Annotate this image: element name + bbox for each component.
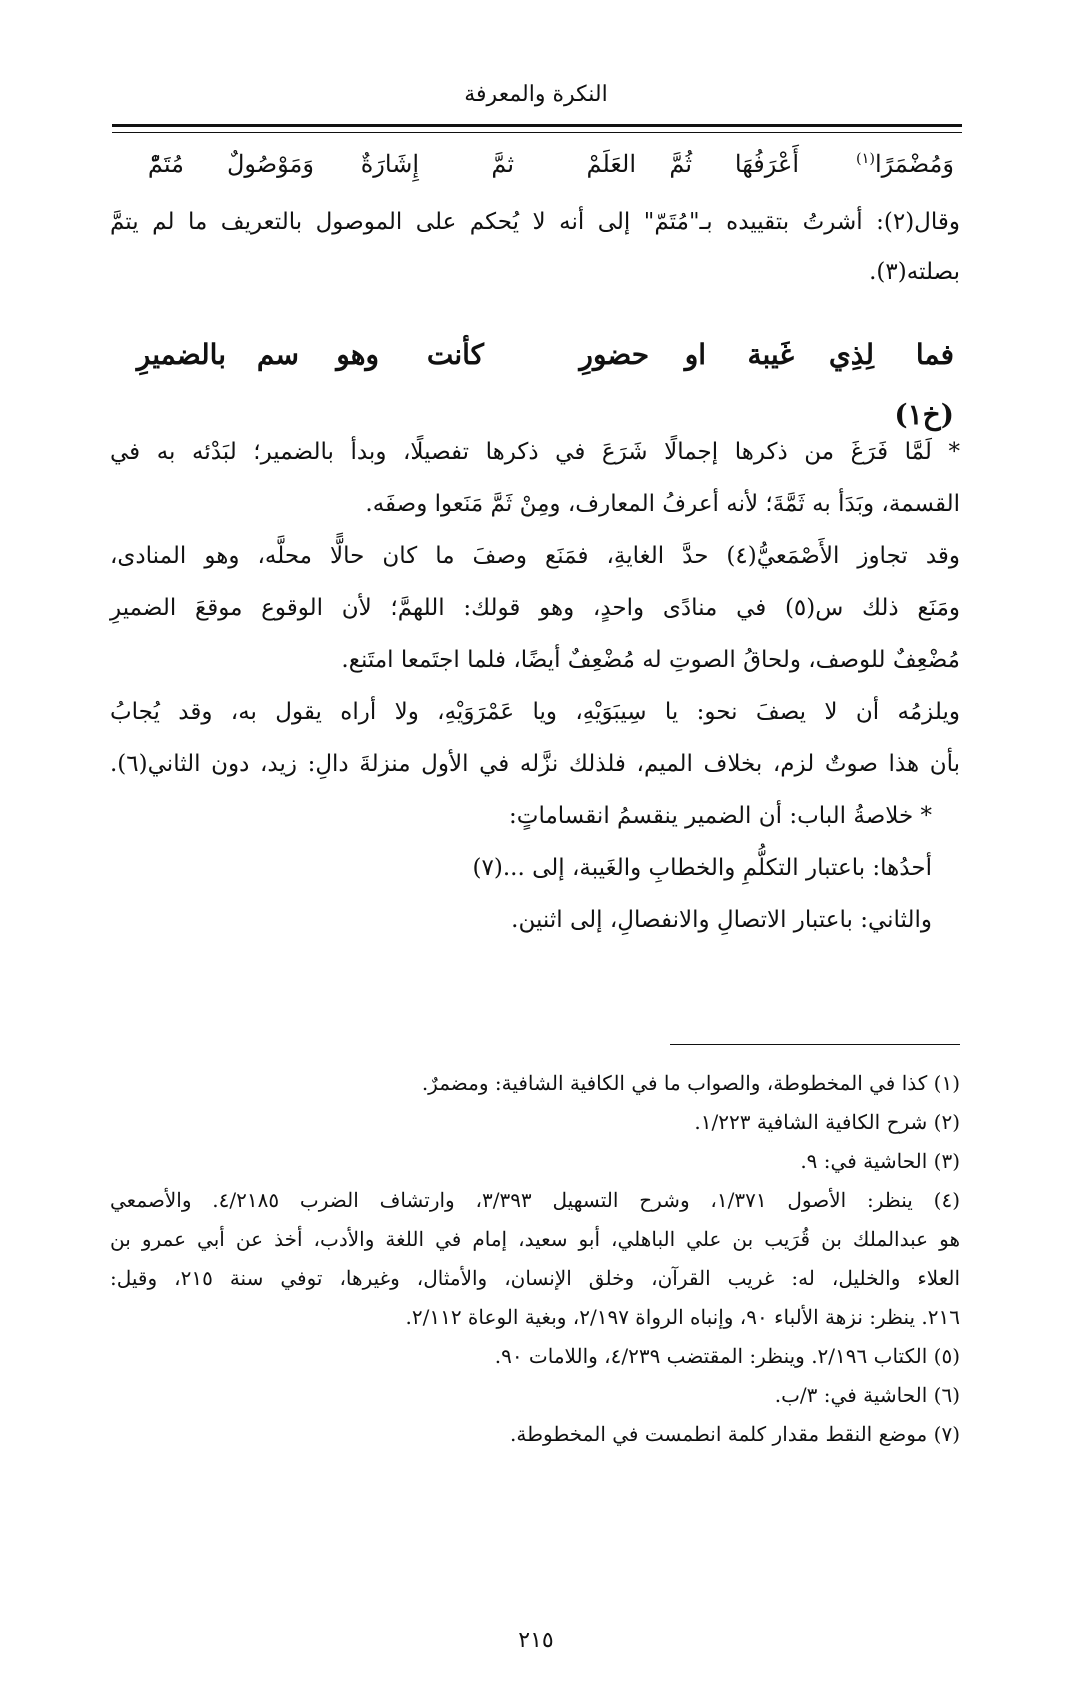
header-thin-rule (112, 132, 962, 133)
verse-2-word-6: كأنت (426, 338, 484, 371)
verse-1-word-4: العَلَمْ (586, 150, 636, 178)
commentary-line: أحدُها: باعتبار التكلُّمِ والخطابِ والغَيبة، إلى ...(٧) (472, 855, 932, 881)
footnote-marker-1: (١) (855, 151, 875, 167)
verse-line-1 (104, 150, 954, 196)
footnote-line: (٥) الكتاب ٢/١٩٦. وينظر: المقتضب ٤/٢٣٩، واللامات ٩٠. (494, 1344, 960, 1368)
page-number: ٢١٥ (518, 1628, 554, 1653)
footnote-line: ٢١٦. ينظر: نزهة الألباء ٩٠، وإنباه الرواة ٢/١٩٧، وبغية الوعاة ٢/١١٢. (405, 1305, 960, 1329)
footnote-separator (670, 1044, 960, 1045)
commentary-line: ويلزمُه أن لا يصفَ نحو: يا سِيبَوَيْهِ، ويا عَمْرَوَيْهِ، ولا أراه يقول به، وقد يُجابُ (110, 699, 960, 725)
verse-2-word-1: فما (915, 338, 954, 371)
running-header-title: النكرة والمعرفة (464, 82, 608, 107)
footnote-line: (٢) شرح الكافية الشافية ١/٢٢٣. (694, 1110, 960, 1134)
verse-1-word-2: أَعْرَفُهَا (734, 150, 799, 178)
footnote-line: (١) كذا في المخطوطة، والصواب ما في الكافية الشافية: ومضمرٌ. (421, 1071, 960, 1095)
verse-1-word-3: ثُمَّ (669, 150, 692, 178)
footnote-line: العلاء والخليل، له: غريب القرآن، وخلق الإنسان، والأمثال، وغيرها، توفي سنة ٢١٥، وقيل: (110, 1266, 960, 1290)
verse-1-word-8: مُتَمّْ (147, 150, 184, 178)
verse-2-word-4: او (684, 338, 706, 371)
manuscript-label: (خ١) (894, 398, 954, 431)
verse-1-word-5: ثمَّ (491, 150, 514, 178)
header-thick-rule (112, 124, 962, 127)
verse-2-word-8: سم (256, 338, 299, 371)
commentary-line: ومَنَع ذلك س(٥) في منادًى واحدٍ، وهو قولك: اللهمَّ؛ لأن الوقوع موقعَ الضميرِ (110, 595, 960, 621)
footnote-line: (٧) موضع النقط مقدار كلمة انطمست في المخطوطة. (510, 1422, 960, 1446)
verse-line-2 (104, 338, 954, 394)
verse-1-word-6: إِشَارَةٌ (360, 150, 419, 178)
commentary-line: * لَمَّا فَرَغَ من ذكرها إجمالًا شَرَعَ في ذكرها تفصيلًا، وبدأ بالضمير؛ لبَدْئه به في (110, 439, 960, 465)
footnote-line: هو عبدالملك بن قُرَيب بن علي الباهلي، أبو سعيد، إمام في اللغة والأدب، أخذ عن أبي عمرو بن (110, 1227, 960, 1251)
verse-1-word-1: وَمُضْمَرًا$^{(١)}$ (855, 150, 954, 178)
commentary-line: بصلته(٣). (869, 259, 960, 285)
commentary-line: وقال(٢): أشرتُ بتقييده بـ"مُتَمّ" إلى أنه لا يُحكم على الموصول بالتعريف ما لم يتمَّ (110, 209, 960, 235)
commentary-line: القسمة، وبَدَأ به ثَمَّةَ؛ لأنه أعرفُ المعارف، ومِنْ ثَمَّ مَنَعوا وصفَه. (365, 491, 960, 517)
verse-2-word-3: غَيبة (747, 338, 794, 371)
verse-2-word-2: لِذِي (828, 338, 874, 371)
footnote-line: (٤) ينظر: الأصول ١/٣٧١، وشرح التسهيل ٣/٣٩٣، وارتشاف الضرب ٤/٢١٨٥. والأصمعي (110, 1188, 960, 1212)
verse-2-word-9: بالضميرِ (136, 338, 226, 371)
verse-1-word-7: وَمَوْصُولٌ (226, 150, 314, 178)
verse-2-word-7: وهو (336, 338, 379, 371)
commentary-line: وقد تجاوز الأَصْمَعيُّ(٤) حدَّ الغايةِ، فمَنَع وصفَ ما كان حالًّا محلَّه، وهو المنادى، (110, 543, 960, 569)
footnote-line: (٣) الحاشية في: ٩. (800, 1149, 960, 1173)
commentary-line: * خلاصةُ الباب: أن الضمير ينقسمُ انقساماتٍ: (509, 803, 932, 829)
commentary-line: مُضْعِفٌ للوصف، ولحاقُ الصوتِ له مُضْعِفٌ أيضًا، فلما اجتَمعا امتَنع. (341, 647, 960, 673)
commentary-line: بأن هذا صوتٌ لزم، بخلاف الميم، فلذلك نزَّله في الأول منزلةَ دالِ: زيد، دون الثاني(٦). (110, 751, 960, 777)
commentary-line: والثاني: باعتبار الاتصالِ والانفصالِ، إلى اثنين. (511, 907, 932, 933)
footnote-line: (٦) الحاشية في: ٣/ب. (774, 1383, 960, 1407)
verse-2-word-5: حضورِ (579, 338, 649, 371)
